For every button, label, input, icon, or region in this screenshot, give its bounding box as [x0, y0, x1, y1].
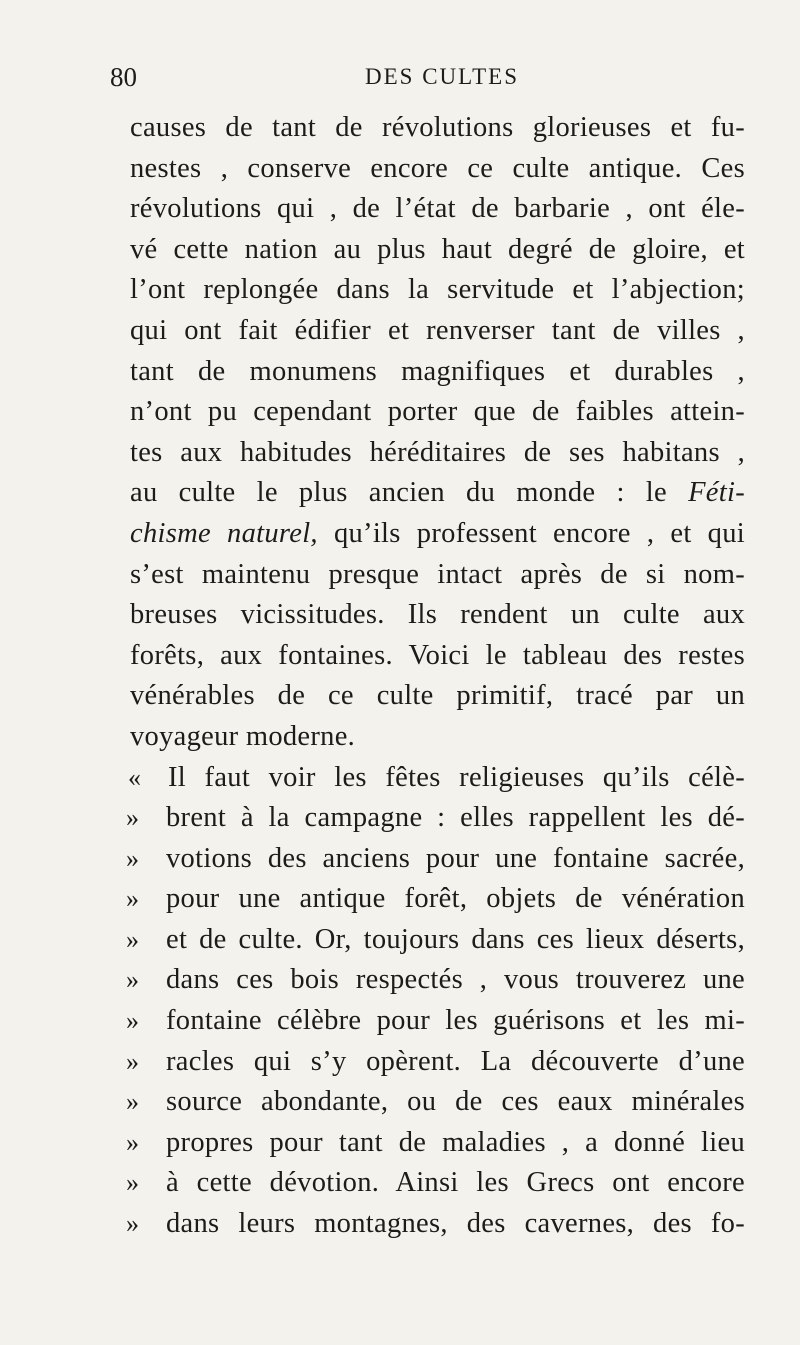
quote-line	[126, 879, 745, 920]
text-line: causes de tant de révolutions glorieuses et fu-	[130, 112, 745, 143]
continuation-quote-mark: »	[126, 965, 140, 995]
quote-text: à cette dévotion. Ainsi les Grecs ont encore	[166, 1167, 745, 1199]
page-header	[110, 62, 710, 92]
text-line	[130, 473, 745, 514]
continuation-quote-mark: »	[126, 924, 140, 954]
continuation-quote-mark: »	[126, 884, 140, 914]
text-line	[130, 514, 745, 555]
quote-line	[130, 758, 745, 799]
quote-text: propres pour tant de maladies , a donné lieu	[166, 1126, 745, 1158]
text-line: l’ont replongée dans la servitude et l’abjection;	[130, 274, 745, 306]
quote-line	[126, 1082, 745, 1123]
quote-text: et de culte. Or, toujours dans ces lieux déserts,	[166, 923, 745, 955]
continuation-quote-mark: »	[126, 1046, 140, 1076]
quote-text: racles qui s’y opèrent. La découverte d’une	[166, 1045, 745, 1077]
continuation-quote-mark: »	[126, 803, 140, 833]
quote-text: Il faut voir les fêtes religieuses qu’ils célè-	[168, 761, 745, 793]
text-line: vénérables de ce culte primitif, tracé par un	[130, 680, 745, 712]
text-line: tes aux habitudes héréditaires de ses habitans ,	[130, 436, 745, 468]
running-title: DES CULTES	[365, 64, 519, 89]
body-text	[126, 108, 745, 1245]
quote-text: brent à la campagne : elles rappellent les dé-	[166, 802, 745, 834]
quote-line	[126, 920, 745, 961]
continuation-quote-mark: »	[126, 843, 140, 873]
quote-line	[126, 1042, 745, 1083]
continuation-quote-mark: »	[126, 1127, 140, 1157]
quote-line	[126, 798, 745, 839]
italic-term: Féti-	[688, 477, 745, 509]
continuation-quote-mark: »	[126, 1087, 140, 1117]
quote-text: source abondante, ou de ces eaux minérales	[166, 1086, 745, 1118]
text-segment: au culte le plus ancien du monde : le	[130, 477, 667, 509]
text-line: s’est maintenu presque intact après de si nom-	[130, 558, 745, 590]
text-line: tant de monumens magnifiques et durables ,	[130, 355, 745, 387]
quote-text: dans ces bois respectés , vous trouverez une	[166, 964, 745, 996]
text-line: nestes , conserve encore ce culte antique. Ces	[130, 152, 745, 184]
page-number: 80	[110, 62, 137, 92]
continuation-quote-mark: »	[126, 1168, 140, 1198]
open-quote-mark: «	[128, 762, 142, 792]
text-line: révolutions qui , de l’état de barbarie , ont éle-	[130, 193, 745, 225]
text-line: qui ont fait édifier et renverser tant de villes ,	[130, 314, 745, 346]
text-line: vé cette nation au plus haut degré de gloire, et	[130, 233, 745, 265]
quote-line	[126, 1163, 745, 1204]
quote-line	[126, 839, 745, 880]
quote-line	[126, 1123, 745, 1164]
quote-text: dans leurs montagnes, des cavernes, des fo-	[166, 1208, 745, 1240]
quote-line	[126, 1204, 745, 1245]
continuation-quote-mark: »	[126, 1209, 140, 1239]
italic-term: chisme naturel,	[130, 517, 318, 549]
continuation-quote-mark: »	[126, 1006, 140, 1036]
text-line: breuses vicissitudes. Ils rendent un culte aux	[130, 599, 745, 631]
text-line: forêts, aux fontaines. Voici le tableau des restes	[130, 639, 745, 671]
text-line: n’ont pu cependant porter que de faibles attein-	[130, 396, 745, 428]
quote-text: votions des anciens pour une fontaine sacrée,	[166, 842, 745, 874]
quote-text: pour une antique forêt, objets de vénération	[166, 883, 745, 915]
quote-text: fontaine célèbre pour les guérisons et les mi-	[166, 1005, 745, 1037]
text-segment: qu’ils professent encore , et qui	[333, 517, 745, 549]
quote-line	[126, 1001, 745, 1042]
text-line: voyageur moderne.	[130, 720, 356, 752]
quote-line	[126, 960, 745, 1001]
